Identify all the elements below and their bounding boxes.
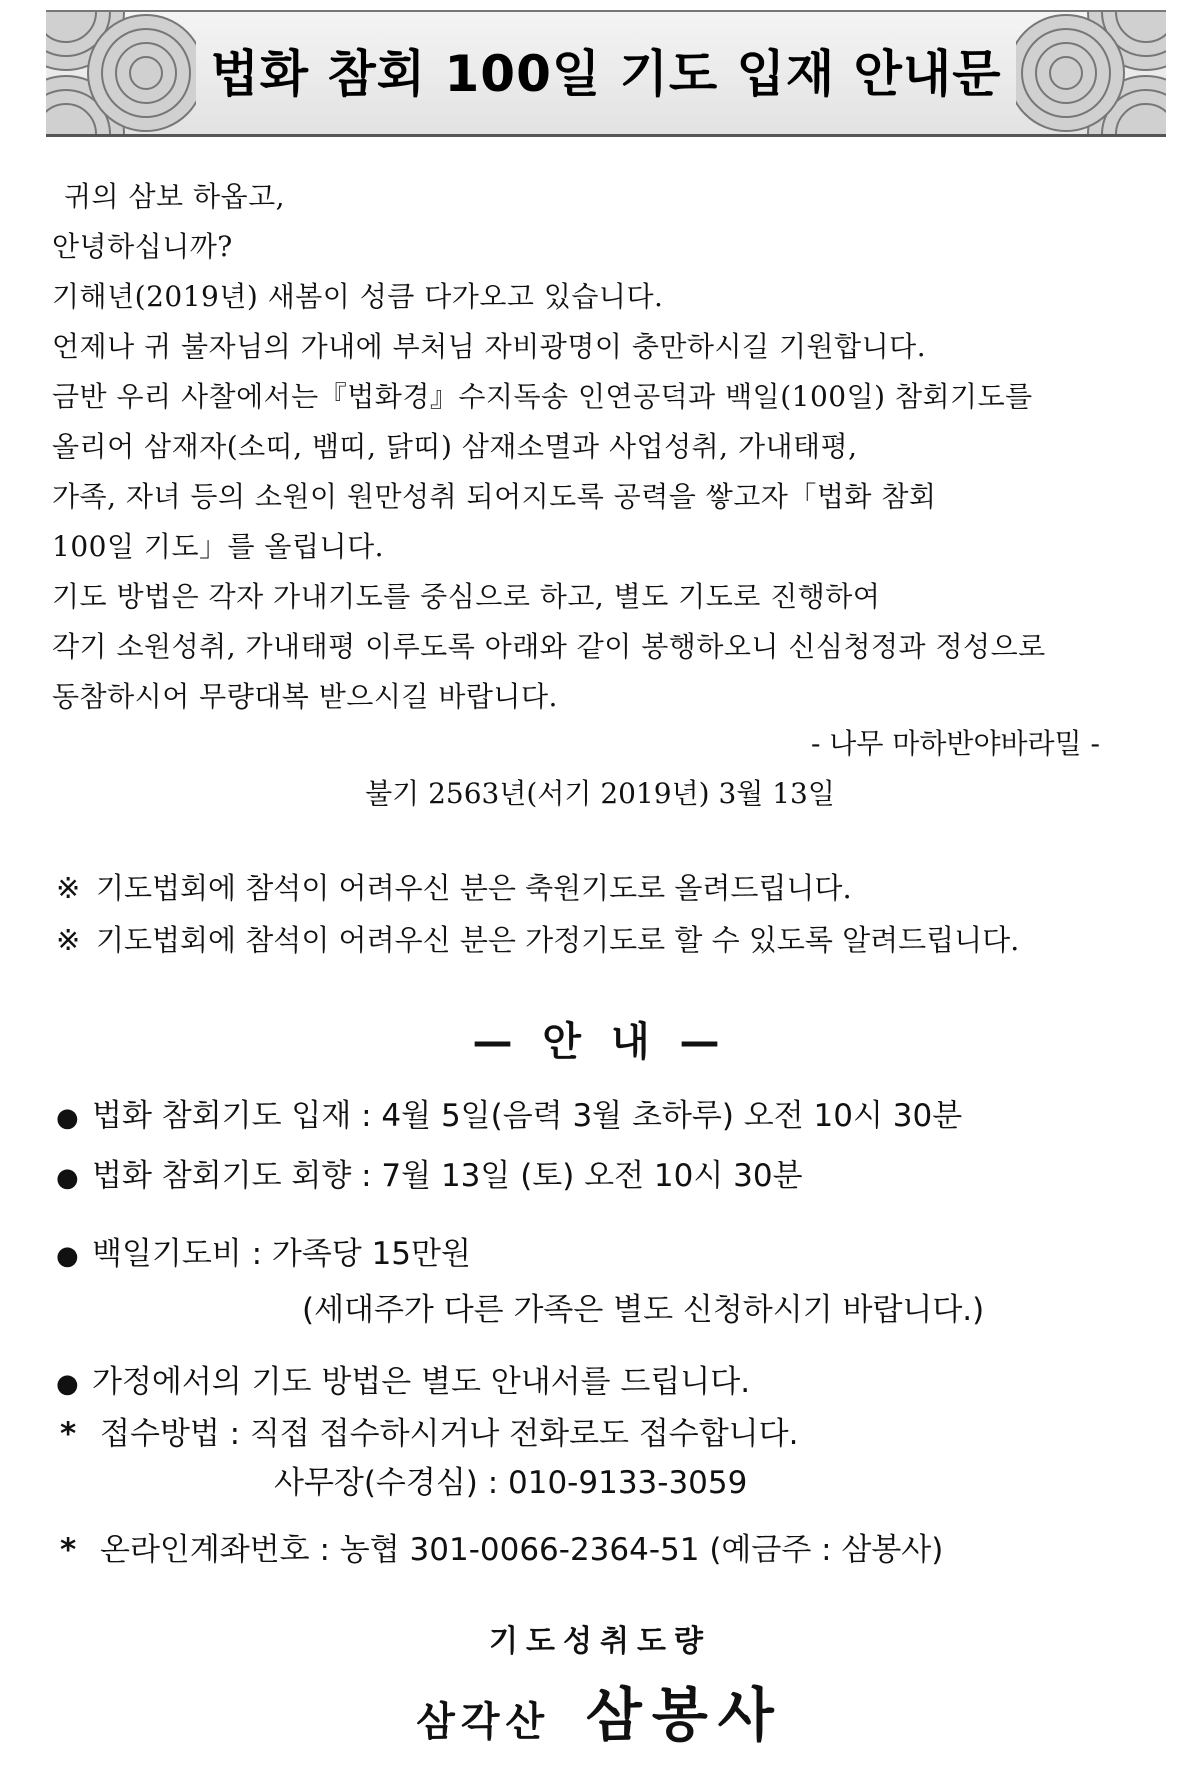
fee-note: (세대주가 다른 가족은 별도 신청하시기 바랍니다.) [302, 1292, 985, 1328]
page-title: 법화 참회 100일 기도 입재 안내문 [210, 45, 1002, 103]
note-item [56, 862, 1166, 914]
asterisk-icon: * [60, 1416, 77, 1452]
info-text: 가정에서의 기도 방법은 별도 안내서를 드립니다. [92, 1364, 751, 1400]
letter-line: 안녕하십니까? [52, 230, 233, 263]
info-item [56, 1228, 1166, 1278]
mountain-name: 삼각산 [416, 1699, 551, 1745]
letter-line: 금반 우리 사찰에서는『법화경』수지독송 인연공덕과 백일(100일) 참회기도를 [52, 380, 1033, 413]
letter-date: 불기 2563년(서기 2019년) 3월 13일 [365, 777, 835, 810]
info-heading: — 안 내 — [472, 1019, 728, 1065]
note-text: 기도법회에 참석이 어려우신 분은 축원기도로 올려드립니다. [96, 871, 852, 905]
info-text: 법화 참회기도 회향 : 7월 13일 (토) 오전 10시 30분 [92, 1158, 803, 1194]
reference-mark-icon: ※ [56, 923, 81, 957]
letter-line: 귀의 삼보 하옵고, [64, 180, 286, 213]
letter-line: 동참하시어 무량대복 받으시길 바랍니다. [52, 680, 558, 713]
letter-line: 각기 소원성취, 가내태평 이루도록 아래와 같이 봉행하오니 신심청정과 정성으로 [52, 630, 1046, 663]
letter-line: 기도 방법은 각자 가내기도를 중심으로 하고, 별도 기도로 진행하여 [52, 580, 881, 613]
info-item [56, 1150, 1166, 1228]
scallop-ornament-icon [1016, 12, 1166, 134]
letter-line: 올리어 삼재자(소띠, 뱀띠, 닭띠) 삼재소멸과 사업성취, 가내태평, [52, 430, 858, 463]
reception-text: 접수방법 : 직접 접수하시거나 전화로도 접수합니다. [100, 1416, 799, 1452]
info-text: 백일기도비 : 가족당 15만원 [92, 1236, 471, 1272]
note-text: 기도법회에 참석이 어려우신 분은 가정기도로 할 수 있도록 알려드립니다. [96, 923, 1020, 957]
note-item [56, 914, 1166, 966]
info-item [56, 1356, 1166, 1401]
letter-line: 가족, 자녀 등의 소원이 원만성취 되어지도록 공력을 쌓고자「법화 참회 [52, 480, 937, 513]
title-banner [46, 10, 1166, 137]
scallop-ornament-icon [46, 12, 196, 134]
notes-list [56, 862, 1166, 966]
temple-signature [0, 1668, 1200, 1752]
letter-body [52, 172, 1162, 722]
bullet-icon: ● [56, 1163, 79, 1193]
closing-phrase: - 나무 마하반야바라밀 - [810, 727, 1100, 760]
asterisk-icon: * [60, 1532, 77, 1568]
reference-mark-icon: ※ [56, 871, 81, 905]
contact-section [60, 1408, 1170, 1569]
office-phone: 사무장(수경심) : 010-9133-3059 [274, 1465, 748, 1501]
bank-account [60, 1524, 1170, 1569]
letter-line: 언제나 귀 불자님의 가내에 부처님 자비광명이 충만하시길 기원합니다. [52, 330, 927, 363]
letter-line: 기해년(2019년) 새봄이 성큼 다가오고 있습니다. [52, 280, 664, 313]
footer-subtitle: 기도성취도량 [489, 1624, 711, 1659]
info-item [56, 1090, 1166, 1150]
letter-line: 100일 기도」를 올립니다. [52, 530, 385, 563]
temple-name: 삼봉사 [585, 1681, 784, 1749]
reception-method [60, 1408, 1170, 1453]
account-text: 온라인계좌번호 : 농협 301-0066-2364-51 (예금주 : 삼봉사) [100, 1532, 944, 1568]
bullet-icon: ● [56, 1103, 79, 1133]
bullet-icon: ● [56, 1369, 79, 1399]
info-text: 법화 참회기도 입재 : 4월 5일(음력 3월 초하루) 오전 10시 30분 [92, 1098, 963, 1134]
info-list [56, 1090, 1166, 1401]
bullet-icon: ● [56, 1241, 79, 1271]
